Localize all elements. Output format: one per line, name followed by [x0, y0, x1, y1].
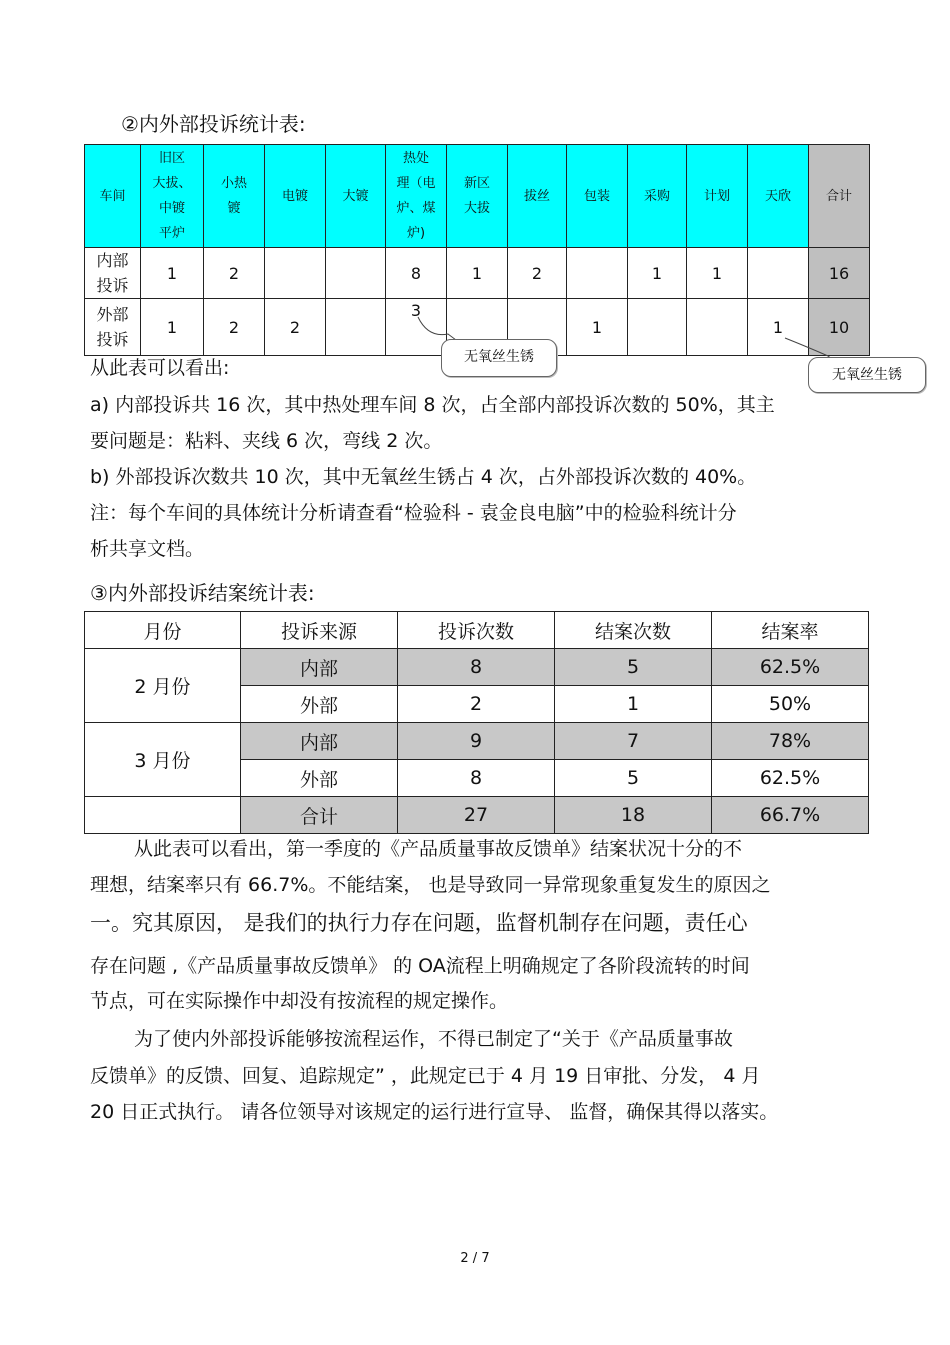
table-cell: 内部 — [241, 723, 398, 760]
header-cell: 天欣 — [748, 145, 809, 248]
header-cell: 小热 镀 — [204, 145, 265, 248]
table-row — [85, 649, 869, 686]
table-cell: 62.5% — [712, 760, 869, 797]
table-row-total — [85, 797, 869, 834]
month-cell: 2 月份 — [85, 649, 241, 723]
header-cell: 月份 — [85, 612, 241, 649]
row-label: 内部 投诉 — [85, 248, 141, 299]
table-cell: 内部 — [241, 649, 398, 686]
header-cell: 结案率 — [712, 612, 869, 649]
table-cell: 62.5% — [712, 649, 869, 686]
table-cell: 2 — [265, 299, 326, 356]
analysis3-line: 反馈单》的反馈、回复、追踪规定” ，此规定已于 4 月 19 日审批、分发， 4 月 — [90, 1065, 761, 1087]
table-cell: 8 — [398, 649, 555, 686]
section2-title: ②内外部投诉统计表: — [121, 112, 306, 136]
header-cell: 结案次数 — [555, 612, 712, 649]
table-cell: 1 — [141, 248, 204, 299]
table-cell: 18 — [555, 797, 712, 834]
table-cell: 8 — [398, 760, 555, 797]
analysis-line: 析共享文档。 — [90, 538, 205, 560]
table-cell: 1 — [555, 686, 712, 723]
header-cell-total: 合计 — [809, 145, 870, 248]
header-cell: 大镀 — [326, 145, 386, 248]
table2-header-row — [85, 612, 869, 649]
header-cell: 投诉来源 — [241, 612, 398, 649]
table-cell: 1 — [748, 299, 809, 356]
analysis3-line: 为了使内外部投诉能够按流程运作，不得已制定了“关于《产品质量事故 — [134, 1028, 733, 1050]
header-cell: 新区 大拔 — [447, 145, 508, 248]
header-cell: 车间 — [85, 145, 141, 248]
analysis2-line: 理想，结案率只有 66.7%。不能结案， 也是导致同一异常现象重复发生的原因之 — [90, 874, 771, 896]
table-cell: 78% — [712, 723, 869, 760]
header-cell: 电镀 — [265, 145, 326, 248]
table-cell: 1 — [567, 299, 628, 356]
header-cell: 拔丝 — [508, 145, 567, 248]
table-cell: 2 — [508, 248, 567, 299]
header-cell: 投诉次数 — [398, 612, 555, 649]
header-cell: 计划 — [687, 145, 748, 248]
table-cell-total: 10 — [809, 299, 870, 356]
analysis2-line: 一。究其原因， 是我们的执行力存在问题，监督机制存在问题，责任心 — [90, 911, 748, 935]
analysis2-line: 节点，可在实际操作中却没有按流程的规定操作。 — [90, 990, 509, 1012]
table-cell: 50% — [712, 686, 869, 723]
page-number: 2 / 7 — [460, 1251, 490, 1266]
analysis3-line: 20 日正式执行。 请各位领导对该规定的运行进行宣导、 监督，确保其得以落实。 — [90, 1101, 779, 1123]
header-cell: 包装 — [567, 145, 628, 248]
table-cell: 1 — [628, 248, 687, 299]
table-cell: 2 — [398, 686, 555, 723]
analysis-intro: 从此表可以看出: — [90, 357, 230, 379]
table-cell: 2 — [204, 299, 265, 356]
table-cell — [85, 797, 241, 834]
table-cell: 9 — [398, 723, 555, 760]
header-cell: 旧区 大拔、 中镀 平炉 — [141, 145, 204, 248]
analysis-line: 要问题是：粘料、夹线 6 次，弯线 2 次。 — [90, 430, 443, 452]
table-cell: 5 — [555, 760, 712, 797]
analysis-line: b) 外部投诉次数共 10 次，其中无氧丝生锈占 4 次，占外部投诉次数的 40%。 — [90, 466, 757, 488]
table-cell: 3 — [386, 299, 447, 356]
table-cell: 外部 — [241, 760, 398, 797]
table-cell: 7 — [555, 723, 712, 760]
header-cell: 采购 — [628, 145, 687, 248]
table-cell: 27 — [398, 797, 555, 834]
table-cell: 1 — [447, 248, 508, 299]
analysis-line: a) 内部投诉共 16 次，其中热处理车间 8 次，占全部内部投诉次数的 50%，其主 — [90, 394, 775, 416]
analysis2-line: 从此表可以看出，第一季度的《产品质量事故反馈单》结案状况十分的不 — [134, 838, 743, 860]
table-cell: 8 — [386, 248, 447, 299]
table-cell: 5 — [555, 649, 712, 686]
table-cell: 66.7% — [712, 797, 869, 834]
table-cell: 2 — [204, 248, 265, 299]
table-cell: 1 — [141, 299, 204, 356]
case-closure-table — [84, 611, 869, 834]
analysis-line: 注：每个车间的具体统计分析请查看“检验科 - 袁金良电脑”中的检验科统计分 — [90, 502, 737, 524]
table-cell-total: 16 — [809, 248, 870, 299]
analysis2-line: 存在问题 ,《产品质量事故反馈单》 的 OA流程上明确规定了各阶段流转的时间 — [90, 955, 750, 977]
table-cell: 1 — [687, 248, 748, 299]
callout-note-1: 无氧丝生锈 — [441, 339, 557, 377]
table-row — [85, 723, 869, 760]
callout-note-2: 无氧丝生锈 — [808, 357, 926, 393]
table-cell: 合计 — [241, 797, 398, 834]
table-cell: 外部 — [241, 686, 398, 723]
month-cell: 3 月份 — [85, 723, 241, 797]
section3-title: ③内外部投诉结案统计表: — [90, 581, 315, 605]
header-cell: 热处 理（电 炉、煤 炉) — [386, 145, 447, 248]
row-label: 外部 投诉 — [85, 299, 141, 356]
